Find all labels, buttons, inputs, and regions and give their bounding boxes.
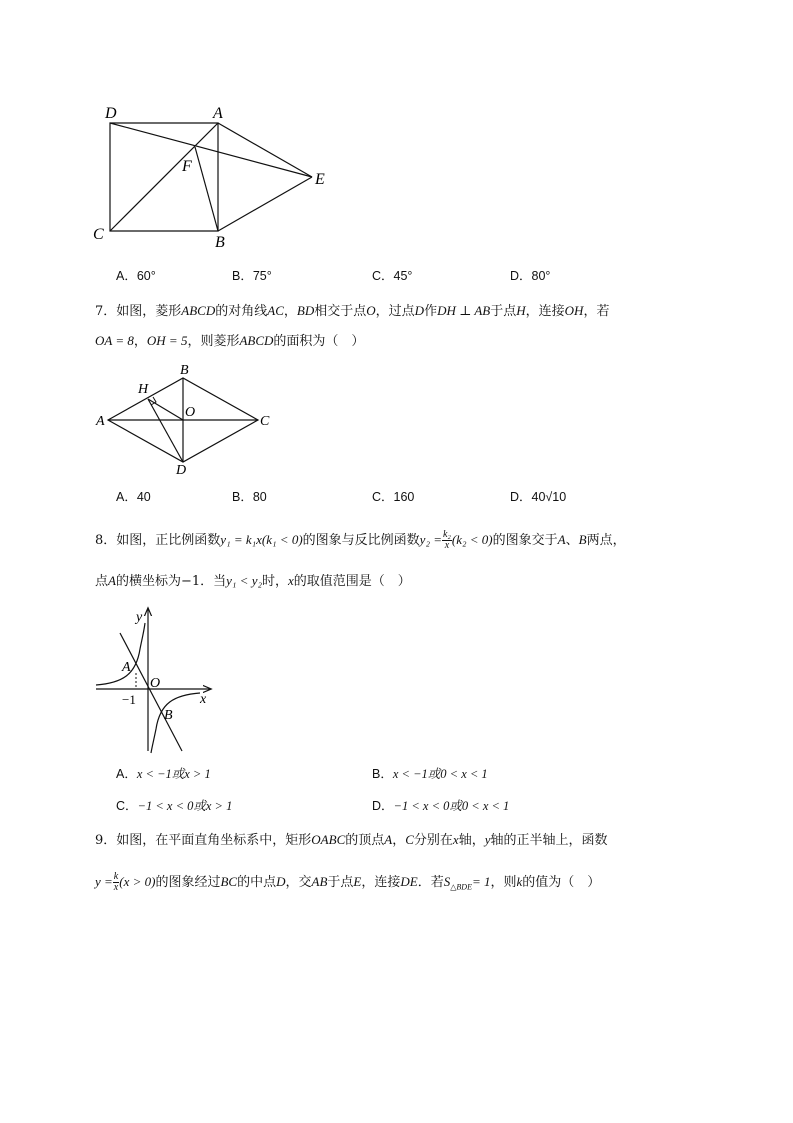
label-a: A bbox=[96, 414, 105, 429]
math: BD bbox=[296, 303, 315, 318]
label-b: B bbox=[164, 708, 173, 723]
diagonal-ca bbox=[110, 123, 218, 231]
option-letter: D． bbox=[510, 269, 532, 283]
text: 的对角线 bbox=[215, 304, 268, 319]
text: ，过点 bbox=[375, 304, 415, 319]
subscript: △BDE bbox=[450, 882, 472, 892]
math: BC bbox=[220, 874, 238, 889]
option-letter: B． bbox=[232, 269, 253, 283]
q9-stem-line1 bbox=[95, 831, 608, 850]
text: ， bbox=[283, 304, 297, 319]
question-number: 9． bbox=[95, 833, 117, 848]
label-o: O bbox=[150, 676, 161, 691]
q9-stem-line2 bbox=[95, 872, 600, 897]
math: OABC bbox=[311, 832, 346, 847]
option-text: x < −1或x > 1 bbox=[136, 767, 211, 781]
math: (k₂ < 0) bbox=[451, 532, 493, 547]
text: ，连接 bbox=[361, 875, 401, 890]
option-letter: B． bbox=[372, 767, 393, 781]
label-c: C bbox=[260, 414, 270, 429]
text: ，交 bbox=[285, 875, 312, 890]
label-minus-one: −1 bbox=[122, 692, 136, 707]
q8-option-d[interactable] bbox=[372, 797, 509, 815]
denominator: x bbox=[113, 882, 119, 893]
math: OA = 8 bbox=[95, 333, 134, 348]
label-c: C bbox=[93, 226, 104, 243]
hyperbola-branch-right bbox=[151, 693, 200, 753]
q8-stem-line2 bbox=[95, 572, 411, 591]
text: 、 bbox=[565, 533, 579, 548]
option-letter: C． bbox=[116, 799, 138, 813]
label-y: y bbox=[136, 610, 143, 625]
option-text: 45° bbox=[393, 269, 413, 283]
text: ，则 bbox=[490, 875, 517, 890]
q7-option-d[interactable] bbox=[510, 488, 566, 506]
math: B bbox=[578, 532, 587, 547]
text: ，连接 bbox=[525, 304, 565, 319]
text: 作 bbox=[424, 304, 438, 319]
label-b: B bbox=[215, 234, 225, 251]
text: 轴的正半轴上，函数 bbox=[490, 833, 608, 848]
math: D bbox=[276, 874, 286, 889]
label-b: B bbox=[180, 363, 189, 378]
option-text: −1 < x < 0或x > 1 bbox=[137, 799, 233, 813]
option-text: 40 bbox=[136, 490, 151, 504]
text: ， bbox=[133, 334, 147, 349]
q8-option-c[interactable] bbox=[116, 797, 232, 815]
question-number: 8． bbox=[95, 533, 117, 548]
math: E bbox=[353, 874, 362, 889]
math: OH bbox=[564, 303, 584, 318]
math: OH = 5 bbox=[146, 333, 188, 348]
label-e: E bbox=[315, 171, 325, 188]
label-d: D bbox=[176, 463, 187, 478]
math: D bbox=[414, 303, 425, 318]
fraction-k2-x bbox=[442, 530, 452, 551]
hyperbola-branch-left bbox=[96, 623, 145, 685]
label-a: A bbox=[213, 105, 223, 122]
math: AB bbox=[311, 874, 328, 889]
option-text: 80 bbox=[252, 490, 267, 504]
figure-q7 bbox=[90, 360, 280, 480]
numerator: k₂ bbox=[442, 529, 451, 540]
label-f: F bbox=[182, 158, 192, 175]
text: 点 bbox=[95, 574, 109, 589]
option-letter: A． bbox=[116, 269, 137, 283]
label-h: H bbox=[138, 382, 149, 397]
text: 两点， bbox=[586, 533, 626, 548]
math: DH ⊥ AB bbox=[437, 303, 491, 318]
text: 的横坐标为−1．当 bbox=[115, 574, 227, 589]
figure-q8 bbox=[92, 603, 222, 755]
math: A bbox=[557, 532, 566, 547]
math: y = bbox=[95, 874, 113, 889]
segment-fb bbox=[195, 147, 218, 231]
option-text: 160 bbox=[393, 490, 415, 504]
math: y₁ < y₂ bbox=[226, 573, 262, 588]
option-text: 40√10 bbox=[531, 490, 567, 504]
math: O bbox=[366, 303, 376, 318]
label-x: x bbox=[200, 692, 207, 707]
q7-stem-line2 bbox=[95, 332, 364, 351]
text: 于点 bbox=[327, 875, 354, 890]
question-number: 7． bbox=[95, 304, 117, 319]
numerator: k bbox=[113, 871, 119, 882]
q6-option-a[interactable] bbox=[116, 267, 156, 285]
q6-option-d[interactable] bbox=[510, 267, 550, 285]
math: y bbox=[484, 832, 491, 847]
figure-q6 bbox=[85, 95, 345, 255]
text: 相交于点 bbox=[314, 304, 367, 319]
segment-de bbox=[110, 123, 312, 177]
math: ABCD bbox=[181, 303, 216, 318]
option-letter: A． bbox=[116, 490, 137, 504]
option-text: 60° bbox=[136, 269, 156, 283]
text: 的面积为（ ） bbox=[273, 334, 365, 349]
option-letter: C． bbox=[372, 269, 394, 283]
text: 的图象与反比例函数 bbox=[302, 533, 420, 548]
label-d: D bbox=[105, 105, 117, 122]
text: 的取值范围是（ ） bbox=[293, 574, 411, 589]
text: ，若 bbox=[583, 304, 610, 319]
text: 如图，正比例函数 bbox=[116, 533, 221, 548]
q8-option-a[interactable] bbox=[116, 765, 211, 783]
math: A bbox=[108, 573, 116, 588]
q6-option-c[interactable] bbox=[372, 267, 412, 285]
option-text: 75° bbox=[252, 269, 272, 283]
text: 如图，在平面直角坐标系中，矩形 bbox=[116, 833, 312, 848]
text: 的顶点 bbox=[345, 833, 385, 848]
math: y₁ = k₁x bbox=[220, 532, 262, 547]
text: 时， bbox=[262, 574, 289, 589]
option-letter: B． bbox=[232, 490, 253, 504]
label-o: O bbox=[185, 405, 196, 420]
option-text: 80° bbox=[531, 269, 551, 283]
text: 轴， bbox=[458, 833, 485, 848]
segment-be bbox=[218, 177, 312, 231]
text: 分别在 bbox=[413, 833, 453, 848]
text: 如图，菱形 bbox=[116, 304, 182, 319]
math: A bbox=[384, 832, 393, 847]
math: x bbox=[452, 832, 459, 847]
segment-ae bbox=[218, 123, 312, 177]
math: y₂ = bbox=[419, 532, 442, 547]
math: AC bbox=[267, 303, 284, 318]
q7-option-c[interactable] bbox=[372, 488, 414, 506]
denominator: x bbox=[444, 540, 450, 551]
math: = 1 bbox=[471, 874, 491, 889]
math: H bbox=[516, 303, 526, 318]
math: C bbox=[405, 832, 414, 847]
math: (x > 0) bbox=[119, 874, 156, 889]
q6-option-b[interactable] bbox=[232, 267, 272, 285]
q8-stem-line1 bbox=[95, 530, 626, 551]
option-letter: D． bbox=[510, 490, 532, 504]
option-letter: D． bbox=[372, 799, 394, 813]
q7-option-a[interactable] bbox=[116, 488, 151, 506]
q7-option-b[interactable] bbox=[232, 488, 267, 506]
option-letter: A． bbox=[116, 767, 137, 781]
text: 于点 bbox=[490, 304, 517, 319]
math: ABCD bbox=[239, 333, 274, 348]
text: ， bbox=[392, 833, 406, 848]
option-text: −1 < x < 0或0 < x < 1 bbox=[393, 799, 510, 813]
label-a: A bbox=[122, 660, 131, 675]
text: 的中点 bbox=[237, 875, 277, 890]
math: DE bbox=[400, 874, 418, 889]
q8-option-b[interactable] bbox=[372, 765, 488, 783]
text: 的值为（ ） bbox=[522, 875, 601, 890]
text: ，则菱形 bbox=[187, 334, 240, 349]
math: x bbox=[288, 573, 294, 588]
option-text: x < −1或0 < x < 1 bbox=[392, 767, 488, 781]
q7-stem-line1 bbox=[95, 302, 609, 321]
text: 的图象经过 bbox=[155, 875, 221, 890]
math: S bbox=[443, 874, 451, 889]
option-letter: C． bbox=[372, 490, 394, 504]
math: (k₁ < 0) bbox=[261, 532, 303, 547]
text: ．若 bbox=[417, 875, 444, 890]
math: k bbox=[516, 874, 523, 889]
text: 的图象交于 bbox=[492, 533, 558, 548]
